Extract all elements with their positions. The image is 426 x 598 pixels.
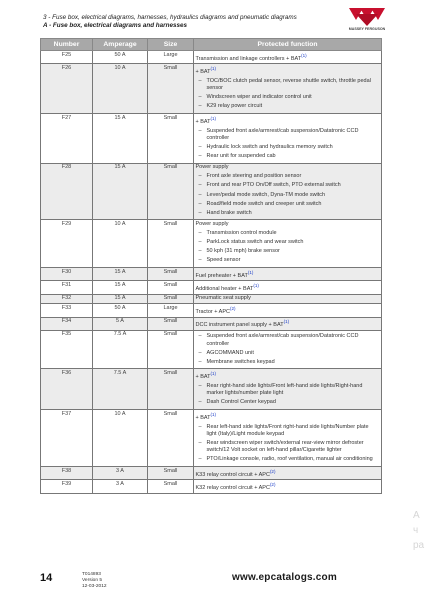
function-list [196, 173, 380, 217]
function-list [196, 383, 380, 407]
table-row [41, 163, 382, 220]
cell-size: Small [148, 369, 194, 410]
list-item: – Lever/pedal mode switch, Dyna-TM mode switch [196, 192, 380, 199]
cell-number: F35 [41, 330, 93, 369]
list-item: – Rear left-hand side lights/Front right-hand side lights/Number plate light (Italy)/Light module keypad [196, 424, 380, 439]
cell-protected-function [194, 466, 382, 479]
cell-protected-function [194, 163, 382, 220]
function-title [196, 65, 380, 76]
list-item: – 50 kph (31 mph) brake sensor [196, 248, 380, 255]
cell-size: Small [148, 409, 194, 466]
cell-number: F32 [41, 294, 93, 303]
cell-size: Small [148, 330, 194, 369]
function-title [196, 282, 380, 293]
table-row [41, 317, 382, 330]
cell-protected-function [194, 317, 382, 330]
list-item: – Membrane switches keypad [196, 359, 380, 366]
cell-amperage: 10 A [93, 409, 148, 466]
function-title-text: + BAT [195, 68, 211, 75]
cell-protected-function [194, 220, 382, 268]
cell-number: F30 [41, 268, 93, 281]
footnote-marker: (1) [253, 283, 259, 288]
function-title-text: Tractor + APC [195, 308, 230, 315]
cell-protected-function [194, 51, 382, 64]
function-title [196, 411, 380, 422]
list-item: – Hand brake switch [196, 210, 380, 217]
document-version: Version 5 [82, 578, 103, 584]
cell-protected-function [194, 409, 382, 466]
cell-number: F25 [41, 51, 93, 64]
cell-protected-function [194, 369, 382, 410]
footnote-marker: (1) [247, 269, 254, 275]
watermark-url: www.epcatalogs.com [232, 572, 337, 583]
page-number: 14 [40, 572, 53, 584]
footnote-marker: (1) [210, 411, 217, 417]
section-title: A - Fuse box, electrical diagrams and harnesses [43, 22, 187, 29]
function-title-text: Power supply [195, 221, 229, 228]
cell-amperage: 15 A [93, 294, 148, 303]
cell-number: F37 [41, 409, 93, 466]
cell-number: F31 [41, 281, 93, 294]
function-list [196, 333, 380, 366]
cell-number: F34 [41, 317, 93, 330]
cell-protected-function [194, 304, 382, 317]
footnote-marker: (1) [210, 370, 217, 376]
function-title [196, 52, 380, 63]
function-title [196, 164, 380, 171]
header-size: Size [148, 39, 194, 51]
header-amperage: Amperage [93, 39, 148, 51]
cell-amperage: 15 A [93, 281, 148, 294]
table-row [41, 480, 382, 493]
footnote-marker: (1) [210, 65, 217, 71]
function-title-text: + BAT [195, 118, 211, 125]
list-item: – Rear right-hand side lights/Front left-hand side lights/Right-hand marker lights/number plate light [196, 383, 380, 398]
cell-size: Small [148, 294, 194, 303]
cell-size: Small [148, 268, 194, 281]
cell-protected-function [194, 114, 382, 164]
list-item: – Windscreen wiper and indicator control unit [196, 94, 380, 101]
footnote-marker: (1) [301, 52, 307, 58]
function-title [196, 481, 380, 492]
function-title-text: K33 relay control circuit + APC [195, 471, 270, 478]
cell-amperage: 50 A [93, 51, 148, 64]
table-row [41, 281, 382, 294]
chapter-title: 3 - Fuse box, electrical diagrams, harnesses, hydraulics diagrams and pneumatic diagrams [43, 14, 297, 21]
list-item: – Dash Control Center keypad [196, 399, 380, 406]
list-item: – Road/field mode switch and creeper unit switch [196, 201, 380, 208]
function-title-text: Additional heater + BAT [195, 285, 254, 292]
function-title [196, 115, 380, 126]
cell-number: F29 [41, 220, 93, 268]
function-title [196, 295, 380, 302]
footnote-marker: (1) [210, 115, 217, 121]
cell-size: Small [148, 163, 194, 220]
list-item: – Front axle steering and position sensor [196, 173, 380, 180]
cell-amperage: 15 A [93, 268, 148, 281]
table-row [41, 330, 382, 369]
cell-size: Small [148, 114, 194, 164]
table-row [41, 51, 382, 64]
list-item: – Front and rear PTO On/Off switch, PTO external switch [196, 182, 380, 189]
cell-amperage: 15 A [93, 163, 148, 220]
fuse-table [40, 38, 382, 494]
brand-logo [344, 6, 390, 36]
table-row [41, 304, 382, 317]
list-item: – TOC/BOC clutch pedal sensor, reverse shuttle switch, throttle pedal sensor [196, 78, 380, 93]
function-title-text: K32 relay control circuit + APC [195, 484, 270, 491]
cell-amperage: 7.5 A [93, 369, 148, 410]
cell-size: Small [148, 480, 194, 493]
function-title [196, 318, 380, 329]
cell-size: Large [148, 304, 194, 317]
function-title [196, 468, 380, 479]
function-title-text: + BAT [195, 414, 211, 421]
cell-size: Small [148, 466, 194, 479]
list-item: – Suspended front axle/armrest/cab suspension/Datatronic CCD controller [196, 333, 380, 348]
function-title [196, 269, 380, 280]
cell-number: F38 [41, 466, 93, 479]
list-item: – Hydraulic lock switch and hydraulics memory switch [196, 144, 380, 151]
table-row [41, 114, 382, 164]
function-title-text: Transmission and linkage controllers + BAT [195, 55, 302, 62]
cell-protected-function [194, 294, 382, 303]
document-info [82, 572, 107, 591]
cell-amperage: 3 A [93, 466, 148, 479]
list-item: – Rear unit for suspended cab [196, 153, 380, 160]
function-list [196, 128, 380, 161]
table-row [41, 268, 382, 281]
cell-protected-function [194, 281, 382, 294]
table-row [41, 409, 382, 466]
list-item: – Suspended front axle/armrest/cab suspension/Datatronic CCD controller [196, 128, 380, 143]
list-item: – Speed sensor [196, 257, 380, 264]
cell-amperage: 50 A [93, 304, 148, 317]
list-item: – AGCOMMAND unit [196, 350, 380, 357]
cell-protected-function [194, 480, 382, 493]
table-row [41, 369, 382, 410]
table-row [41, 294, 382, 303]
list-item: – Rear windscreen wiper switch/external rear-view mirror defroster switch/12 Volt socket on left-hand pillar/Cigarette lighter [196, 440, 380, 455]
footnote-marker: (1) [283, 319, 290, 325]
section-header [43, 14, 343, 30]
cell-amperage: 15 A [93, 114, 148, 164]
table-header-row [41, 39, 382, 51]
table-row [41, 466, 382, 479]
function-title [196, 305, 380, 316]
header-protected-function: Protected function [194, 39, 382, 51]
cell-number: F39 [41, 480, 93, 493]
cell-size: Small [148, 220, 194, 268]
cell-number: F27 [41, 114, 93, 164]
function-title-text: + BAT [195, 373, 211, 380]
brand-name: MASSEY FERGUSON [348, 27, 386, 31]
cell-number: F26 [41, 64, 93, 114]
document-date: 12-03-2012 [82, 584, 107, 590]
function-title-text: Power supply [195, 164, 229, 171]
function-list [196, 424, 380, 464]
header-number: Number [41, 39, 93, 51]
cell-size: Small [148, 281, 194, 294]
cell-number: F36 [41, 369, 93, 410]
triple-triangle-logo-icon [344, 6, 390, 28]
function-title [196, 370, 380, 381]
fuse-table-body [41, 51, 382, 494]
list-item: – PTO/Linkage console, radio, roof ventilation, manual air conditioning [196, 456, 380, 463]
list-item: – Transmission control module [196, 230, 380, 237]
function-list [196, 78, 380, 111]
function-list [196, 230, 380, 265]
document-code: T014893 [82, 572, 101, 577]
function-title-text: DCC instrument panel supply + BAT [195, 321, 284, 328]
footnote-marker: (2) [269, 468, 276, 474]
function-title-text: Pneumatic seat supply [195, 295, 251, 302]
table-row [41, 64, 382, 114]
cell-protected-function [194, 64, 382, 114]
footnote-marker: (2) [230, 305, 236, 311]
cell-amperage: 10 A [93, 64, 148, 114]
cell-protected-function [194, 330, 382, 369]
list-item: – K29 relay power circuit [196, 103, 380, 110]
cell-protected-function [194, 268, 382, 281]
function-title-text: Fuel preheater + BAT [195, 272, 248, 279]
cell-amperage: 3 A [93, 480, 148, 493]
cell-number: F33 [41, 304, 93, 317]
footnote-marker: (2) [269, 481, 276, 487]
faded-overlay-text: А ч ра [413, 510, 425, 551]
cell-size: Large [148, 51, 194, 64]
list-item: – ParkLock status switch and wear switch [196, 239, 380, 246]
cell-amperage: 10 A [93, 220, 148, 268]
cell-size: Small [148, 64, 194, 114]
function-title [196, 221, 380, 228]
cell-amperage: 7.5 A [93, 330, 148, 369]
cell-number: F28 [41, 163, 93, 220]
table-row [41, 220, 382, 268]
cell-amperage: 5 A [93, 317, 148, 330]
cell-size: Small [148, 317, 194, 330]
